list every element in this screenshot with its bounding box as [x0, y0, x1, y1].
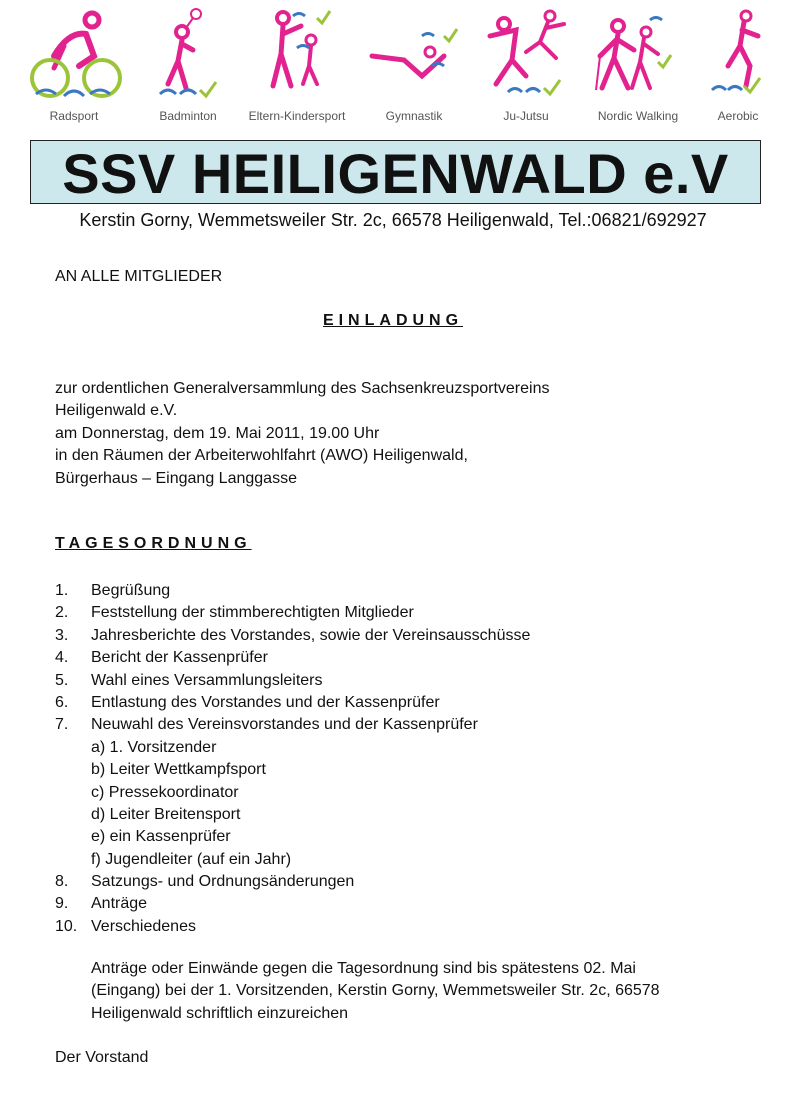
- sport-label: Radsport: [49, 109, 99, 123]
- agenda-number: 7.: [55, 716, 69, 734]
- sport-label: Gymnastik: [385, 109, 443, 123]
- agenda-text: Bericht der Kassenprüfer: [91, 649, 268, 667]
- agenda-list: [55, 580, 531, 938]
- agenda-subitem: d) Leiter Breitensport: [91, 805, 241, 823]
- agenda-subitem: c) Pressekoordinator: [91, 783, 239, 801]
- aerobic-icon: [688, 6, 786, 106]
- sport-badminton: [138, 6, 238, 126]
- intro-line: am Donnerstag, dem 19. Mai 2011, 19.00 Uhr: [55, 424, 380, 442]
- sport-gymnastik: [364, 6, 464, 126]
- sport-ju-jutsu: [476, 6, 576, 126]
- agenda-number: 10.: [55, 917, 78, 935]
- martial-arts-icon: [476, 6, 576, 106]
- agenda-text: Anträge: [91, 895, 148, 913]
- agenda-text: Begrüßung: [91, 582, 171, 599]
- sports-banner: [0, 0, 786, 128]
- parent-child-icon: [247, 6, 347, 106]
- club-address: Kerstin Gorny, Wemmetsweiler Str. 2c, 66578 Heiligenwald, Tel.:06821/692927: [79, 210, 707, 230]
- agenda-subitem: f) Jugendleiter (auf ein Jahr): [91, 850, 292, 868]
- note-line: (Eingang) bei der 1. Vorsitzenden, Kerstin Gorny, Wemmetsweiler Str. 2c, 66578: [91, 982, 660, 1000]
- agenda-item: [55, 871, 355, 893]
- agenda-text: Wahl eines Versammlungsleiters: [91, 671, 323, 689]
- agenda-item: [55, 916, 291, 938]
- deadline-note: [91, 958, 660, 1025]
- invitation-heading: EINLADUNG: [322, 312, 464, 329]
- sport-label: Eltern-Kindersport: [248, 109, 346, 123]
- agenda-number: 2.: [55, 604, 69, 622]
- intro-line: in den Räumen der Arbeiterwohlfahrt (AWO) Heiligenwald,: [55, 447, 468, 465]
- agenda-item: [55, 692, 440, 714]
- recipient-line: AN ALLE MITGLIEDER: [55, 268, 223, 285]
- sport-label: Aerobic: [717, 109, 759, 123]
- agenda-subitem: a) 1. Vorsitzender: [91, 738, 217, 756]
- agenda-text: Neuwahl des Vereinsvorstandes und der Kassenprüfer: [91, 716, 478, 734]
- agenda-number: 4.: [55, 649, 69, 667]
- agenda-item: [55, 893, 291, 915]
- sport-label: Badminton: [159, 109, 217, 123]
- agenda-number: 9.: [55, 895, 69, 913]
- sport-radsport: [24, 6, 124, 126]
- agenda-number: 5.: [55, 671, 69, 689]
- note-line: Heiligenwald schriftlich einzureichen: [91, 1004, 349, 1022]
- agenda-item: [55, 670, 323, 692]
- agenda-heading: TAGESORDNUNG: [55, 535, 252, 552]
- agenda-text: Verschiedenes: [91, 917, 196, 935]
- badminton-player-icon: [138, 6, 238, 106]
- agenda-subitem: b) Leiter Wettkampfsport: [91, 761, 266, 779]
- intro-line: Bürgerhaus – Eingang Langgasse: [55, 469, 297, 487]
- sport-nordic-walking: [588, 6, 688, 126]
- sport-label: Nordic Walking: [597, 109, 679, 123]
- agenda-text: Jahresberichte des Vorstandes, sowie der Vereinsausschüsse: [91, 626, 531, 644]
- agenda-text: Satzungs- und Ordnungsänderungen: [91, 873, 355, 891]
- agenda-item: [55, 580, 291, 602]
- nordic-walker-icon: [588, 6, 688, 106]
- agenda-text: Feststellung der stimmberechtigten Mitglieder: [91, 604, 414, 622]
- agenda-number: 3.: [55, 626, 69, 644]
- signoff: Der Vorstand: [55, 1049, 149, 1066]
- agenda-subitem: e) ein Kassenprüfer: [91, 828, 231, 846]
- club-title: SSV HEILIGENWALD e.V: [62, 142, 729, 205]
- sport-eltern-kindersport: [247, 6, 347, 126]
- sport-aerobic: [688, 6, 786, 126]
- sport-label: Ju-Jutsu: [503, 109, 549, 123]
- agenda-number: 8.: [55, 873, 69, 891]
- agenda-text: Entlastung des Vorstandes und der Kassenprüfer: [91, 693, 440, 711]
- agenda-item: [55, 625, 531, 647]
- intro-line: zur ordentlichen Generalversammlung des Sachsenkreuzsportvereins: [55, 380, 550, 397]
- note-line: Anträge oder Einwände gegen die Tagesordnung sind bis spätestens 02. Mai: [91, 960, 636, 977]
- gymnast-icon: [364, 6, 464, 106]
- agenda-number: 1.: [55, 582, 69, 599]
- cyclist-icon: [24, 6, 124, 106]
- agenda-item: [55, 714, 478, 736]
- agenda-item: [55, 602, 414, 624]
- agenda-item: [55, 647, 291, 669]
- title-banner: [30, 140, 761, 204]
- agenda-number: 6.: [55, 693, 69, 711]
- intro-line: Heiligenwald e.V.: [55, 402, 178, 420]
